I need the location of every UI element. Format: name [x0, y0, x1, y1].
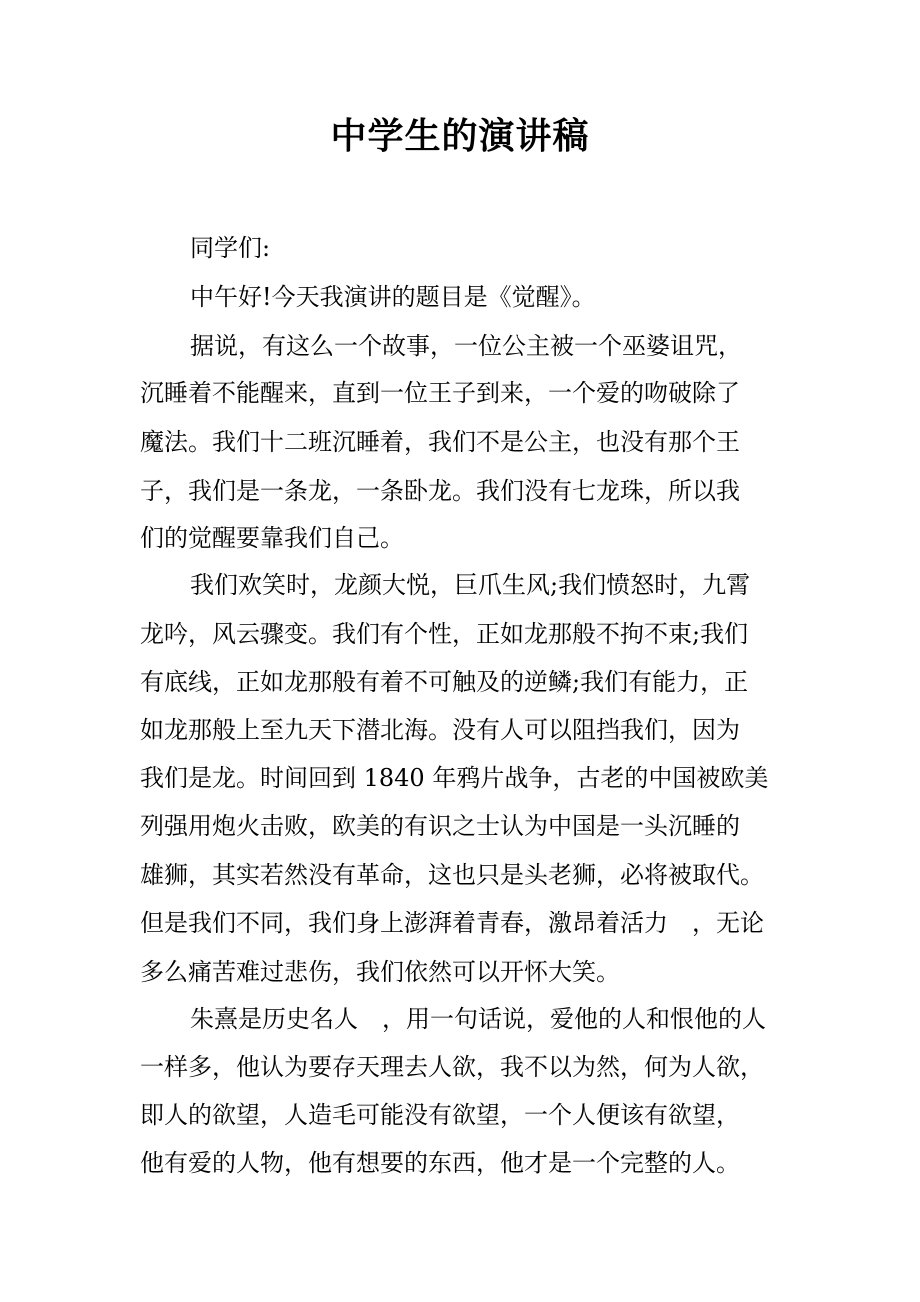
paragraph-1-line-2: 沉睡着不能醒来，直到一位王子到来，一个爱的吻破除了 — [140, 379, 740, 407]
paragraph-2-line-1: 我们欢笑时，龙颜大悦，巨爪生风;我们愤怒时，九霄 — [190, 571, 751, 599]
paragraph-2-line-2: 龙吟，风云骤变。我们有个性，正如龙那般不拘不束;我们 — [140, 620, 749, 648]
paragraph-3-line-4: 他有爱的人物，他有想要的东西，他才是一个完整的人。 — [140, 1149, 740, 1177]
paragraph-1-line-5: 们的觉醒要靠我们自己。 — [140, 524, 404, 552]
paragraph-2-line-4: 如龙那般上至九天下潜北海。没有人可以阻挡我们，因为 — [140, 716, 740, 744]
salutation-line: 同学们: — [190, 234, 271, 262]
paragraph-2-line-9: 多么痛苦难过悲伤，我们依然可以开怀大笑。 — [140, 958, 620, 986]
paragraph-3-line-1: 朱熹是历史名人 ，用一句话说，爱他的人和恨他的人 — [190, 1005, 766, 1033]
paragraph-2-line-5: 我们是龙。时间回到 1840 年鸦片战争，古老的中国被欧美 — [140, 764, 769, 792]
paragraph-1-line-4: 子，我们是一条龙，一条卧龙。我们没有七龙珠，所以我 — [140, 477, 740, 505]
greeting-line: 中午好!今天我演讲的题目是《觉醒》。 — [190, 283, 596, 311]
paragraph-1-line-1: 据说，有这么一个故事，一位公主被一个巫婆诅咒， — [190, 332, 742, 360]
document-title: 中学生的演讲稿 — [330, 115, 590, 157]
paragraph-1-line-3: 魔法。我们十二班沉睡着，我们不是公主，也没有那个王 — [140, 428, 740, 456]
paragraph-3-line-2: 一样多，他认为要存天理去人欲，我不以为然，何为人欲， — [140, 1053, 764, 1081]
paragraph-2-line-3: 有底线，正如龙那般有着不可触及的逆鳞;我们有能力，正 — [140, 668, 749, 696]
paragraph-2-line-8: 但是我们不同，我们身上澎湃着青春，激昂着活力 ，无论 — [140, 909, 764, 937]
paragraph-3-line-3: 即人的欲望，人造毛可能没有欲望，一个人便该有欲望， — [140, 1101, 740, 1129]
paragraph-2-line-6: 列强用炮火击败，欧美的有识之士认为中国是一头沉睡的 — [140, 812, 740, 840]
paragraph-2-line-7: 雄狮，其实若然没有革命，这也只是头老狮，必将被取代。 — [140, 861, 764, 889]
